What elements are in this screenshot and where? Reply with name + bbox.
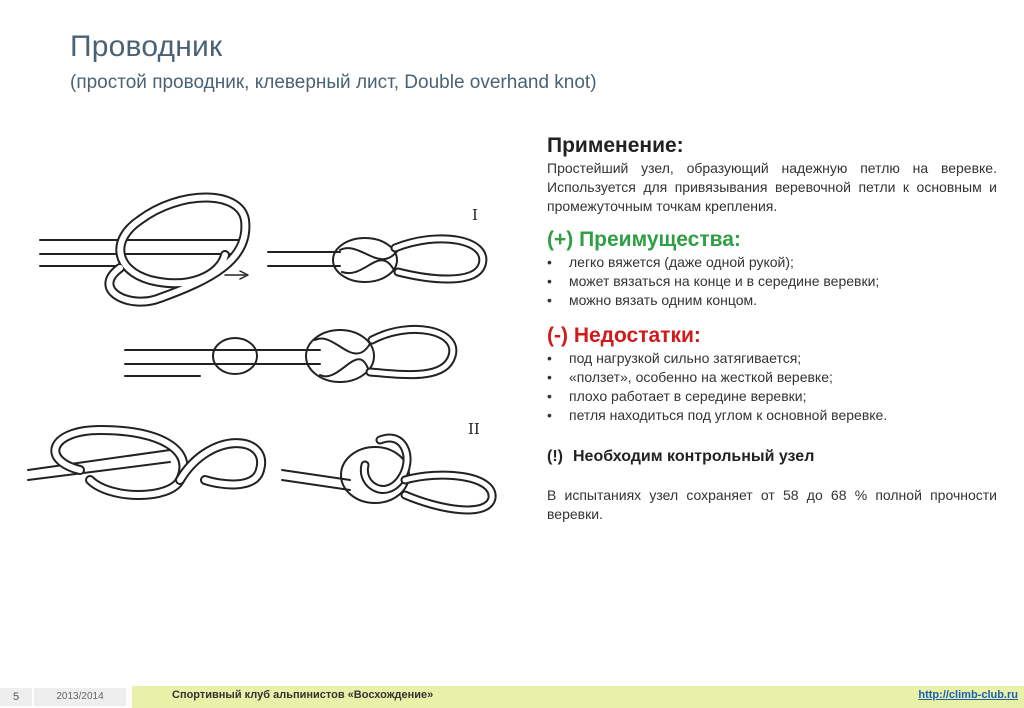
disadvantages-heading: (-) Недостатки: [547, 324, 701, 347]
list-item: • легко вяжется (даже одной рукой); [547, 254, 794, 270]
page-number: 5 [0, 688, 32, 706]
disadvantages-list [547, 349, 997, 425]
footer-website-link[interactable]: http://climb-club.ru [918, 689, 1018, 701]
bullet-icon: • [547, 254, 552, 270]
description-panel [547, 136, 997, 524]
list-item: • можно вязать одним концом. [547, 292, 758, 308]
application-text: Простейший узел, образующий надежную петлю на веревке. Используется для привязывания веревочной петли к основным и промежуточным точкам крепления. [547, 160, 997, 214]
bullet-icon: • [547, 292, 552, 308]
knot-step-3b-drawing [282, 438, 492, 510]
bullet-icon: • [547, 388, 552, 404]
knot-step-2-drawing [125, 329, 453, 382]
illustration-label-1: I [472, 206, 478, 224]
control-knot-note [547, 447, 997, 466]
footer-years: 2013/2014 [34, 688, 126, 706]
bullet-icon: • [547, 369, 552, 385]
knot-step-3a-drawing [28, 430, 261, 495]
bullet-icon: • [547, 407, 552, 423]
footer-bar [132, 686, 1024, 708]
warning-mark: (!) [547, 448, 563, 465]
bullet-icon: • [547, 350, 552, 366]
knot-illustration [20, 180, 520, 520]
advantages-list [547, 253, 997, 310]
advantages-heading: (+) Преимущества: [547, 228, 741, 251]
knot-step-1a-drawing [40, 198, 248, 302]
control-knot-text: Необходим контрольный узел [572, 448, 815, 465]
bullet-icon: • [547, 273, 552, 289]
list-item: • петля находиться под углом к основной веревке. [547, 407, 888, 423]
knot-drawings [20, 180, 520, 520]
footer-club-name: Спортивный клуб альпинистов «Восхождение» [172, 689, 434, 701]
slide-subtitle: (простой проводник, клеверный лист, Double overhand knot) [70, 72, 597, 93]
list-item: • плохо работает в середине веревки; [547, 388, 807, 404]
list-item: • «ползет», особенно на жесткой веревке; [547, 369, 833, 385]
application-heading: Применение: [547, 134, 684, 157]
list-item: • может вязаться на конце и в середине веревки; [547, 273, 880, 289]
slide-title: Проводник [70, 30, 223, 63]
list-item: • под нагрузкой сильно затягивается; [547, 350, 802, 366]
knot-step-1b-drawing [268, 238, 483, 282]
illustration-label-2: II [468, 420, 480, 438]
test-results-text: В испытаниях узел сохраняет от 58 до 68 % полной прочности веревки. [547, 487, 997, 522]
